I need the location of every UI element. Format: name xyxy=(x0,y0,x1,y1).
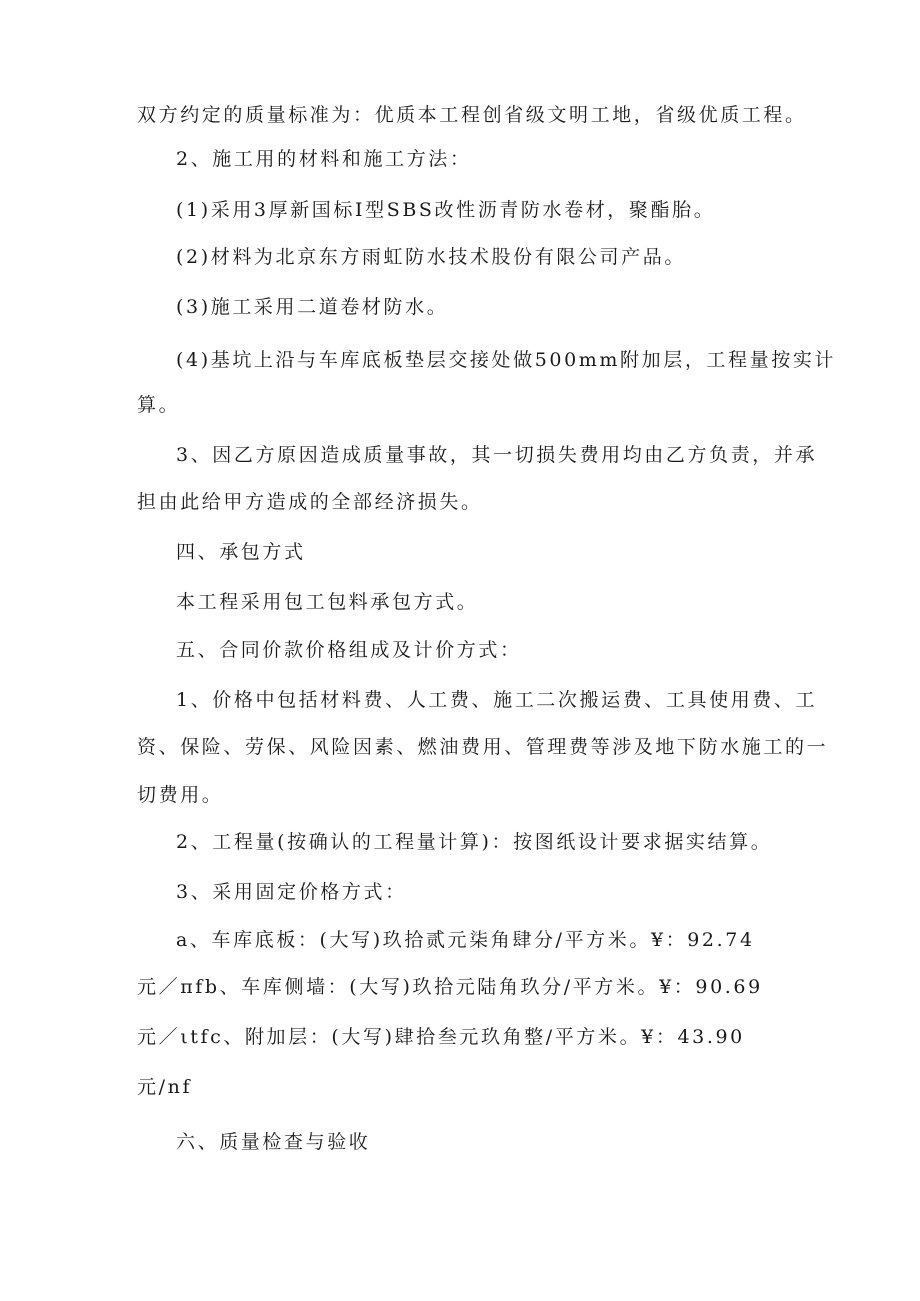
list-item: (1)采用3厚新国标Ⅰ型SBS改性沥青防水卷材，聚酯胎。 xyxy=(176,199,716,221)
paragraph-line: 双方约定的质量标准为：优质本工程创省级文明工地，省级优质工程。 xyxy=(137,104,807,126)
section-heading: 1、价格中包括材料费、人工费、施工二次搬运费、工具使用费、工 xyxy=(176,689,818,711)
section-heading: 2、施工用的材料和施工方法： xyxy=(176,148,472,170)
paragraph-line: 算。 xyxy=(137,394,181,416)
section-heading: 五、合同价款价格组成及计价方式： xyxy=(176,639,522,661)
list-item: (2)材料为北京东方雨虹防水技术股份有限公司产品。 xyxy=(176,246,686,268)
section-heading: 3、采用固定价格方式： xyxy=(176,881,407,903)
list-item: (4)基坑上沿与车库底板垫层交接处做500mm附加层，工程量按实计 xyxy=(176,349,837,371)
section-heading: 六、质量检查与验收 xyxy=(176,1131,371,1153)
list-item: (3)施工采用二道卷材防水。 xyxy=(176,296,449,318)
price-line: 元／πfb、车库侧墙：(大写)玖拾元陆角玖分/平方米。¥：90.69 xyxy=(137,976,763,998)
paragraph-line: 本工程采用包工包料承包方式。 xyxy=(176,591,479,613)
section-heading: 四、承包方式 xyxy=(176,541,306,563)
paragraph-line: 切费用。 xyxy=(137,784,224,806)
price-line: 元／ιtfc、附加层：(大写)肆拾叁元玖角整/平方米。¥：43.90 xyxy=(137,1026,745,1048)
paragraph-line: 资、保险、劳保、风险因素、燃油费用、管理费等涉及地下防水施工的一 xyxy=(137,736,829,758)
paragraph-line: 担由此给甲方造成的全部经济损失。 xyxy=(137,491,483,513)
section-heading: 3、因乙方原因造成质量事故，其一切损失费用均由乙方负责，并承 xyxy=(176,444,818,466)
section-heading: 2、工程量(按确认的工程量计算)：按图纸设计要求据实结算。 xyxy=(176,831,773,853)
price-line: a、车库底板：(大写)玖拾贰元柒角肆分/平方米。¥：92.74 xyxy=(176,929,755,951)
price-line: 元/nf xyxy=(137,1076,193,1098)
